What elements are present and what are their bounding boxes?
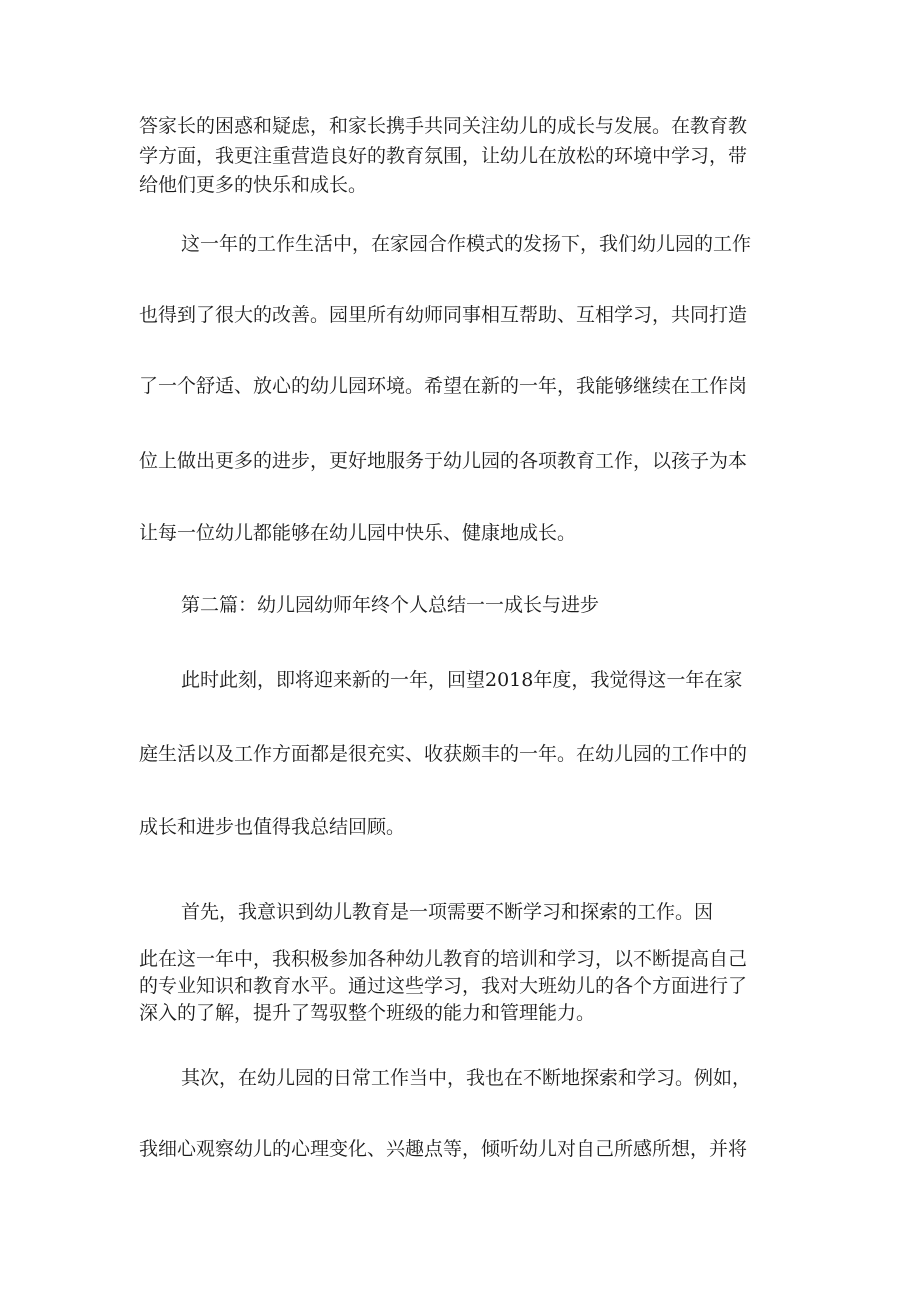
text-line: 让每一位幼儿都能够在幼儿园中快乐、健康地成长。: [139, 522, 577, 544]
text-line: 成长和进步也值得我总结回顾。: [139, 816, 406, 838]
text-line: 深入的了解，提升了驾驭整个班级的能力和管理能力。: [139, 1002, 596, 1024]
text-line: 了一个舒适、放心的幼儿园环境。希望在新的一年，我能够继续在工作岗: [139, 375, 748, 397]
text-line: 的专业知识和教育水平。通过这些学习，我对大班幼儿的各个方面进行了: [139, 975, 748, 997]
text-line: 答家长的困惑和疑虑，和家长携手共同关注幼儿的成长与发展。在教育教: [139, 115, 748, 137]
text-line: 这一年的工作生活中，在家园合作模式的发扬下，我们幼儿园的工作: [181, 233, 752, 255]
section-heading: 第二篇：幼儿园幼师年终个人总结一一成长与进步: [181, 594, 600, 616]
text-line: 首先，我意识到幼儿教育是一项需要不断学习和探索的工作。因: [181, 901, 714, 923]
text-line: 此时此刻，即将迎来新的一年，回望2018年度，我觉得这一年在家: [181, 669, 743, 691]
text-line: 位上做出更多的进步，更好地服务于幼儿园的各项教育工作，以孩子为本: [139, 450, 748, 472]
text-line: 我细心观察幼儿的心理变化、兴趣点等，倾听幼儿对自己所感所想，并将: [139, 1138, 748, 1160]
text-line: 也得到了很大的改善。园里所有幼师同事相互帮助、互相学习，共同打造: [139, 304, 748, 326]
text-line: 给他们更多的快乐和成长。: [139, 174, 368, 196]
text-line: 此在这一年中，我积极参加各种幼儿教育的培训和学习，以不断提高自己: [139, 948, 748, 970]
text-line: 庭生活以及工作方面都是很充实、收获颇丰的一年。在幼儿园的工作中的: [139, 743, 748, 765]
text-line: 其次，在幼儿园的日常工作当中，我也在不断地探索和学习。例如，: [181, 1067, 752, 1089]
text-line: 学方面，我更注重营造良好的教育氛围，让幼儿在放松的环境中学习，带: [139, 145, 748, 167]
